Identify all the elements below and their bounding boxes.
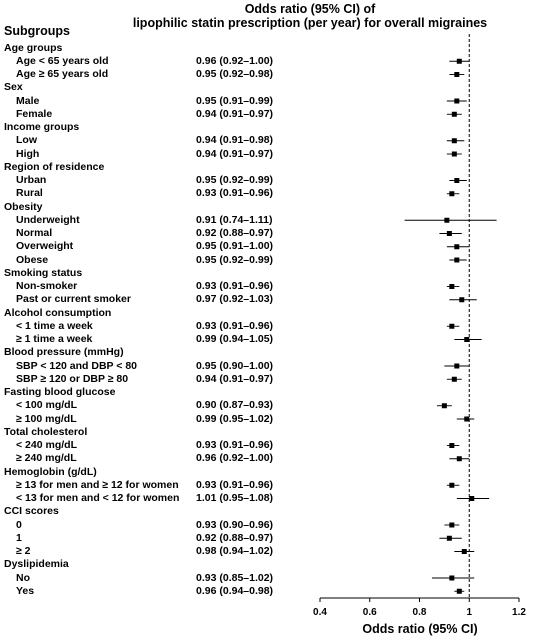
point-estimate-marker — [457, 456, 462, 461]
group-label: Dyslipidemia — [4, 558, 69, 571]
x-axis-label: Odds ratio (95% CI) — [362, 622, 478, 636]
subgroup-label: High — [16, 147, 40, 160]
group-label: CCI scores — [4, 505, 59, 518]
odds-ratio-text: 0.99 (0.94–1.05) — [196, 333, 274, 345]
odds-ratio-text: 0.95 (0.92–0.99) — [196, 174, 274, 186]
subgroups-heading: Subgroups — [4, 24, 70, 38]
point-estimate-marker — [454, 258, 459, 263]
odds-ratio-text: 0.93 (0.91–0.96) — [196, 280, 274, 292]
group-label: Smoking status — [4, 266, 83, 279]
odds-ratio-text: 0.90 (0.87–0.93) — [196, 399, 274, 412]
subgroup-label: Yes — [16, 584, 35, 597]
point-estimate-marker — [454, 72, 459, 77]
point-estimate-marker — [447, 231, 452, 236]
subgroup-label: < 240 mg/dL — [16, 439, 77, 451]
subgroup-label: Normal — [16, 227, 53, 239]
odds-ratio-text: 0.94 (0.91–0.97) — [196, 372, 274, 385]
subgroup-label: No — [16, 571, 30, 584]
odds-ratio-text: 0.98 (0.94–1.02) — [196, 545, 274, 557]
group-label: Obesity — [4, 200, 43, 213]
subgroup-label: ≥ 1 time a week — [16, 333, 93, 345]
odds-ratio-text: 0.95 (0.90–1.00) — [196, 359, 274, 372]
odds-ratio-text: 0.96 (0.92–1.00) — [196, 452, 274, 465]
x-tick-label: 0.8 — [412, 607, 427, 618]
subgroup-label: Past or current smoker — [16, 293, 131, 306]
odds-ratio-text: 0.95 (0.92–0.99) — [196, 253, 274, 266]
subgroup-label: Age ≥ 65 years old — [16, 68, 109, 80]
odds-ratio-text: 0.96 (0.92–1.00) — [196, 54, 274, 67]
group-label: Alcohol consumption — [4, 306, 112, 319]
odds-ratio-text: 0.94 (0.91–0.97) — [196, 147, 274, 160]
subgroup-label: < 100 mg/dL — [16, 399, 77, 412]
group-label: Income groups — [4, 121, 80, 133]
group-label: Fasting blood glucose — [4, 386, 116, 398]
odds-ratio-text: 0.92 (0.88–0.97) — [196, 227, 274, 239]
chart-title-line2: lipophilic statin prescription (per year) for overall migraines — [132, 16, 488, 30]
group-label: Age groups — [4, 41, 63, 54]
odds-ratio-text: 0.93 (0.85–1.02) — [196, 571, 274, 584]
odds-ratio-text: 0.93 (0.91–0.96) — [196, 319, 274, 332]
subgroup-label: 0 — [16, 518, 22, 531]
point-estimate-marker — [454, 364, 459, 369]
odds-ratio-text: 0.97 (0.92–1.03) — [196, 293, 274, 306]
point-estimate-marker — [449, 576, 454, 581]
subgroup-label: ≥ 100 mg/dL — [16, 412, 77, 425]
subgroup-label: Age < 65 years old — [16, 54, 109, 67]
odds-ratio-text: 0.93 (0.90–0.96) — [196, 518, 274, 531]
odds-ratio-text: 0.91 (0.74–1.11) — [196, 213, 273, 226]
point-estimate-marker — [454, 99, 459, 104]
point-estimate-marker — [469, 496, 474, 501]
odds-ratio-text: 0.95 (0.92–0.98) — [196, 68, 274, 80]
point-estimate-marker — [457, 589, 462, 594]
group-label: Blood pressure (mmHg) — [4, 346, 124, 359]
subgroup-label: Male — [16, 94, 40, 107]
point-estimate-marker — [452, 152, 457, 157]
x-tick-label: 1 — [466, 607, 473, 618]
point-estimate-marker — [449, 483, 454, 488]
point-estimate-marker — [452, 138, 457, 143]
point-estimate-marker — [449, 523, 454, 528]
point-estimate-marker — [449, 324, 454, 329]
point-estimate-marker — [442, 403, 447, 408]
odds-ratio-text: 0.99 (0.95–1.02) — [196, 412, 274, 425]
group-label: Region of residence — [4, 160, 105, 173]
subgroup-label: Low — [16, 134, 37, 147]
odds-ratio-text: 0.92 (0.88–0.97) — [196, 531, 274, 544]
subgroup-label: Obese — [16, 253, 49, 266]
point-estimate-marker — [464, 337, 469, 342]
group-label: Total cholesterol — [4, 425, 88, 438]
subgroup-label: ≥ 2 — [16, 545, 31, 557]
x-tick-label: 1.2 — [512, 607, 526, 618]
subgroup-label: Overweight — [16, 240, 74, 253]
point-estimate-marker — [459, 297, 464, 302]
point-estimate-marker — [449, 191, 454, 196]
group-label: Hemoglobin (g/dL) — [4, 465, 97, 478]
point-estimate-marker — [452, 112, 457, 117]
point-estimate-marker — [462, 549, 467, 554]
odds-ratio-text: 0.93 (0.91–0.96) — [196, 478, 274, 491]
subgroup-label: < 13 for men and < 12 for women — [16, 492, 180, 504]
subgroup-label: Rural — [16, 187, 43, 200]
odds-ratio-text: 0.94 (0.91–0.98) — [196, 134, 274, 147]
point-estimate-marker — [452, 377, 457, 382]
odds-ratio-text: 0.95 (0.91–1.00) — [196, 240, 274, 253]
group-label: Sex — [4, 81, 23, 94]
point-estimate-marker — [464, 417, 469, 422]
odds-ratio-text: 1.01 (0.95–1.08) — [196, 492, 274, 504]
subgroup-label: SBP < 120 and DBP < 80 — [16, 359, 138, 372]
odds-ratio-text: 0.95 (0.91–0.99) — [196, 94, 274, 107]
x-tick-label: 0.4 — [313, 607, 327, 618]
subgroup-label: ≥ 240 mg/dL — [16, 452, 77, 465]
chart-title-line1: Odds ratio (95% CI) of — [244, 2, 376, 16]
subgroup-label: < 1 time a week — [16, 319, 93, 332]
point-estimate-marker — [449, 284, 454, 289]
subgroup-label: ≥ 13 for men and ≥ 12 for women — [16, 478, 179, 491]
point-estimate-marker — [454, 178, 459, 183]
point-estimate-marker — [449, 443, 454, 448]
subgroup-label: SBP ≥ 120 or DBP ≥ 80 — [16, 372, 129, 385]
subgroup-label: Underweight — [16, 213, 80, 226]
point-estimate-marker — [457, 59, 462, 64]
subgroup-label: Non-smoker — [16, 280, 78, 292]
odds-ratio-text: 0.93 (0.91–0.96) — [196, 187, 274, 200]
subgroup-label: 1 — [16, 531, 22, 544]
odds-ratio-text: 0.96 (0.94–0.98) — [196, 584, 274, 597]
x-tick-label: 0.6 — [362, 607, 377, 618]
point-estimate-marker — [444, 218, 449, 223]
point-estimate-marker — [454, 244, 459, 249]
subgroup-label: Female — [16, 107, 53, 120]
odds-ratio-text: 0.93 (0.91–0.96) — [196, 439, 274, 451]
odds-ratio-text: 0.94 (0.91–0.97) — [196, 107, 274, 120]
point-estimate-marker — [447, 536, 452, 541]
subgroup-label: Urban — [16, 174, 47, 186]
